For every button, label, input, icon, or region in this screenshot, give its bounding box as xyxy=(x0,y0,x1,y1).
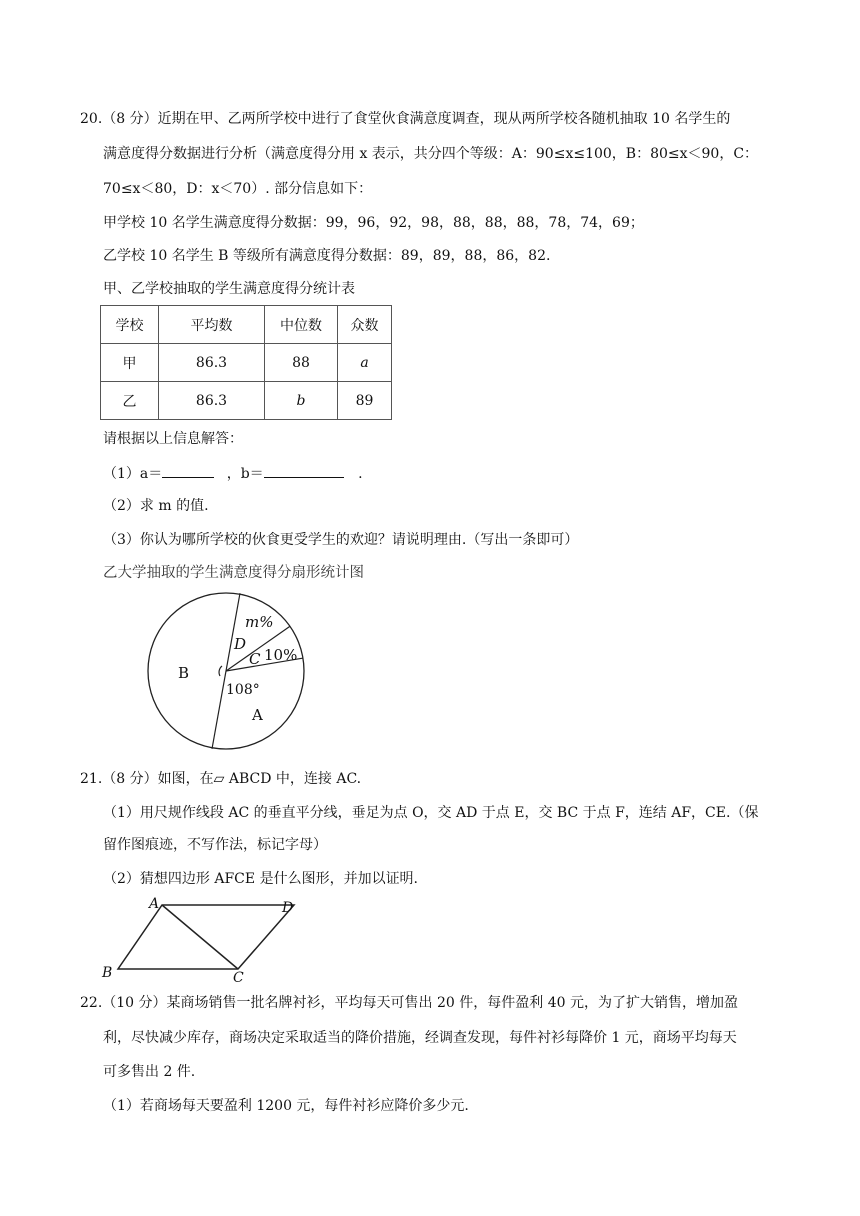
q20-line5: 乙学校 10 名学生 B 等级所有满意度得分数据：89，89，88，86，82. xyxy=(103,248,551,264)
vertex-label-b: B xyxy=(102,965,113,981)
pie-title: 乙大学抽取的学生满意度得分扇形统计图 xyxy=(103,565,364,581)
q22-sub-question-1: （1）若商场每天要盈利 1200 元，每件衬衫应降价多少元. xyxy=(103,1098,469,1114)
answer-prompt: 请根据以上信息解答： xyxy=(103,431,243,447)
sub1-prefix: （1）a＝ xyxy=(103,466,163,482)
answer-blank-b xyxy=(264,462,344,478)
stats-table xyxy=(100,305,392,420)
table-cell: a xyxy=(338,344,392,382)
sub-question-2: （2）求 m 的值. xyxy=(103,498,209,514)
q21-line1: 21.（8 分）如图，在▱ ABCD 中，连接 AC. xyxy=(80,771,362,787)
header-cell: 中位数 xyxy=(265,306,338,344)
q21-line3: 留作图痕迹，不写作法，标记字母） xyxy=(103,837,327,853)
q22-line1: 22.（10 分）某商场销售一批名牌衬衫，平均每天可售出 20 件，每件盈利 40 元，为了扩大销售，增加盈 xyxy=(80,995,738,1011)
pie-label-b: B xyxy=(178,664,190,682)
pie-label-c: C xyxy=(249,650,261,668)
q22-line2: 利，尽快减少库存，商场决定采取适当的降价措施，经调查发现，每件衬衫每降价 1 元，商场平均每天 xyxy=(103,1030,737,1046)
q22-line3: 可多售出 2 件. xyxy=(103,1064,196,1080)
q21-line2: （1）用尺规作线段 AC 的垂直平分线，垂足为点 O，交 AD 于点 E，交 BC 于点 F，连结 AF，CE.（保 xyxy=(103,805,759,821)
q20-line2: 满意度得分数据进行分析（满意度得分用 x 表示，共分四个等级：A：90≤x≤100，B：80≤x＜90，C： xyxy=(103,146,759,162)
table-header-row xyxy=(101,306,392,344)
header-cell: 平均数 xyxy=(159,306,265,344)
table-row xyxy=(101,382,392,420)
table-cell: 88 xyxy=(265,344,338,382)
table-row xyxy=(101,344,392,382)
table-cell: 86.3 xyxy=(159,344,265,382)
q20-line4: 甲学校 10 名学生满意度得分数据：99，96，92，98，88，88，88，78，74，69； xyxy=(103,215,644,231)
table-cell: 乙 xyxy=(101,382,159,420)
table-cell: 89 xyxy=(338,382,392,420)
q20-line1: 20.（8 分）近期在甲、乙两所学校中进行了食堂伙食满意度调查，现从两所学校各随机抽取 10 名学生的 xyxy=(80,111,731,127)
pie-figure xyxy=(140,588,380,753)
sub-question-1 xyxy=(103,462,363,484)
vertex-label-a: A xyxy=(149,896,160,912)
header-cell: 学校 xyxy=(101,306,159,344)
header-cell: 众数 xyxy=(338,306,392,344)
diagonal-ac xyxy=(162,905,238,969)
sub1-mid: ，b＝ xyxy=(226,466,264,482)
vertex-label-d: D xyxy=(282,900,294,916)
table-title: 甲、乙学校抽取的学生满意度得分统计表 xyxy=(103,281,355,297)
q21-line4: （2）猜想四边形 AFCE 是什么图形，并加以证明. xyxy=(103,871,419,887)
pie-label-d: D xyxy=(234,635,247,653)
pie-label-a: A xyxy=(252,706,263,724)
q20-line3: 70≤x＜80，D：x＜70）. 部分信息如下： xyxy=(103,181,373,197)
sub-question-3: （3）你认为哪所学校的伙食更受学生的欢迎？请说明理由.（写出一条即可） xyxy=(103,532,579,548)
sub1-end: . xyxy=(358,466,363,482)
answer-blank-a xyxy=(162,462,214,478)
pie-label-c-percent: 10% xyxy=(264,646,298,664)
table-cell: b xyxy=(265,382,338,420)
pie-label-angle: 108° xyxy=(226,682,260,698)
parallelogram-figure xyxy=(96,893,306,983)
table-cell: 甲 xyxy=(101,344,159,382)
vertex-label-c: C xyxy=(233,970,244,983)
table-cell: 86.3 xyxy=(159,382,265,420)
pie-label-m: m% xyxy=(245,613,274,631)
parallelogram-abcd xyxy=(118,905,294,969)
